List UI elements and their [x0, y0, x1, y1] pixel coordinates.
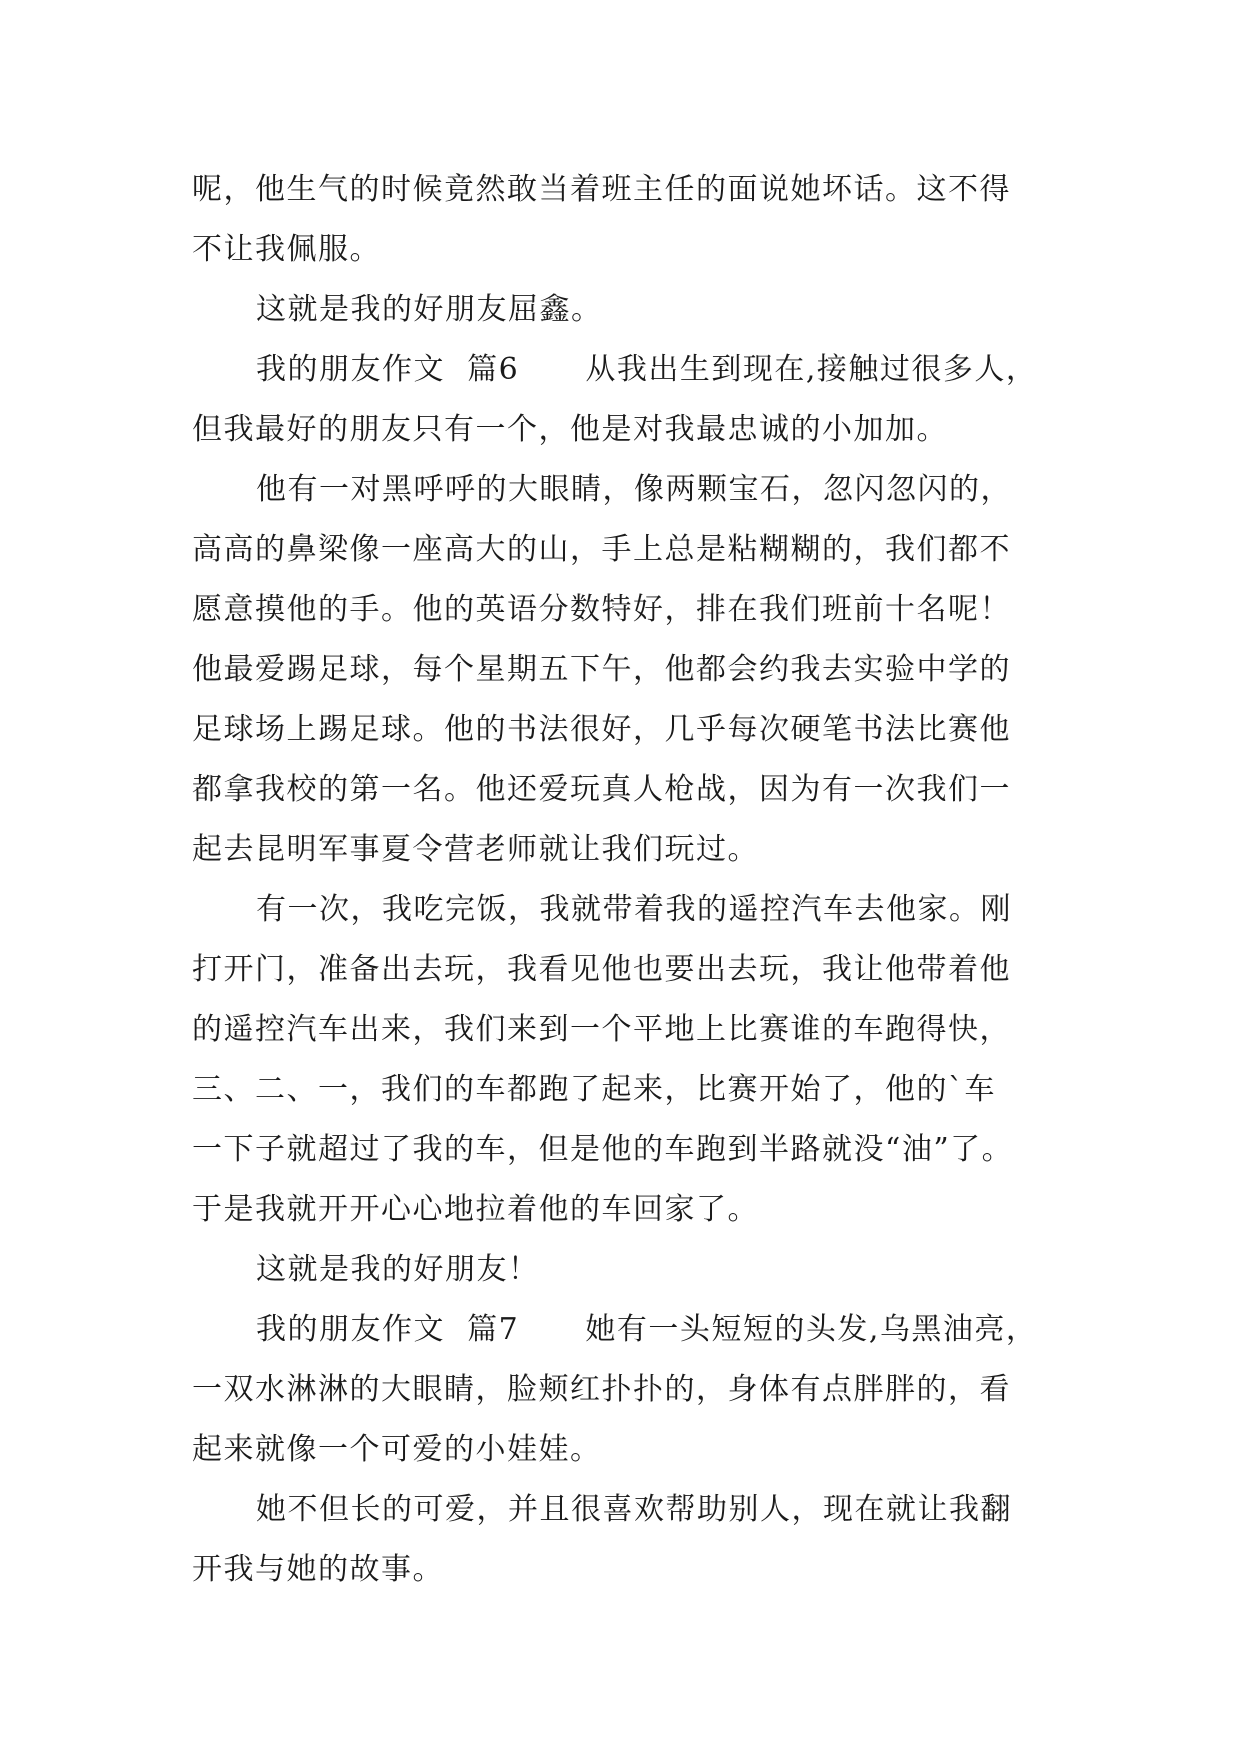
text-line: 我的朋友作文 篇6 从我出生到现在,接触过很多人， [256, 352, 1038, 387]
text-line: 我的朋友作文 篇7 她有一头短短的头发,乌黑油亮， [256, 1312, 1038, 1347]
text-line: 愿意摸他的手。他的英语分数特好，排在我们班前十名呢！ [192, 592, 1011, 627]
text-line: 有一次，我吃完饭，我就带着我的遥控汽车去他家。刚 [256, 892, 1012, 927]
text-line: 打开门，准备出去玩，我看见他也要出去玩，我让他带着他 [192, 952, 1011, 987]
text-line: 都拿我校的第一名。他还爱玩真人枪战，因为有一次我们一 [192, 772, 1011, 807]
essay-text-block [192, 160, 1072, 1600]
text-line: 的遥控汽车出来，我们来到一个平地上比赛谁的车跑得快， [192, 1012, 1011, 1047]
text-line: 呢，他生气的时候竟然敢当着班主任的面说她坏话。这不得 [192, 172, 1011, 207]
text-line: 起去昆明军事夏令营老师就让我们玩过。 [192, 832, 759, 867]
text-line: 一双水淋淋的大眼睛，脸颊红扑扑的，身体有点胖胖的，看 [192, 1372, 1011, 1407]
text-line: 这就是我的好朋友！ [256, 1252, 540, 1287]
text-line: 他有一对黑呼呼的大眼睛，像两颗宝石，忽闪忽闪的， [256, 472, 1012, 507]
text-line: 他最爱踢足球，每个星期五下午，他都会约我去实验中学的 [192, 652, 1011, 687]
text-line: 但我最好的朋友只有一个，他是对我最忠诚的小加加。 [192, 412, 948, 447]
text-line: 她不但长的可爱，并且很喜欢帮助别人，现在就让我翻 [256, 1492, 1012, 1527]
text-line: 高高的鼻梁像一座高大的山，手上总是粘糊糊的，我们都不 [192, 532, 1011, 567]
text-line: 不让我佩服。 [192, 232, 381, 267]
text-line: 于是我就开开心心地拉着他的车回家了。 [192, 1192, 759, 1227]
text-line: 这就是我的好朋友屈鑫。 [256, 292, 603, 327]
text-line: 起来就像一个可爱的小娃娃。 [192, 1432, 602, 1467]
text-line: 开我与她的故事。 [192, 1552, 444, 1587]
text-line: 三、二、一，我们的车都跑了起来，比赛开始了，他的`车 [192, 1072, 996, 1107]
text-line: 足球场上踢足球。他的书法很好，几乎每次硬笔书法比赛他 [192, 712, 1011, 747]
text-line: 一下子就超过了我的车，但是他的车跑到半路就没“油”了。 [192, 1132, 1014, 1167]
